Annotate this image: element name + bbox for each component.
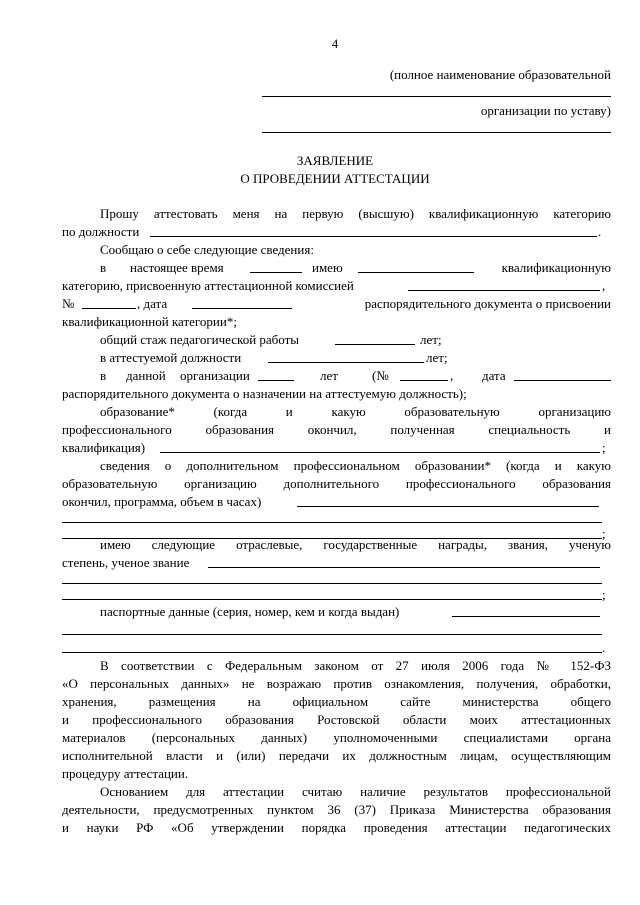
education-end: ; [602,440,606,455]
category-date-label: , дата [137,296,168,311]
passport-label: паспортные данные (серия, номер, кем и когда выдан) [100,604,400,619]
category-text: имею [312,260,343,275]
additional-education-field-1[interactable] [297,506,599,507]
additional-education-text: сведения о дополнительном профессиональном образовании* (когда и какую [100,458,611,473]
education-field[interactable] [160,452,600,453]
current-category-field[interactable] [358,272,474,273]
org-name-line-1[interactable] [262,96,611,97]
consent-text: В соответствии с Федеральным законом от 27 июля 2006 года № 152-ФЗ [100,658,611,673]
awards-field-1[interactable] [208,567,600,568]
consent-text: хранения, размещения на официальном сайте министерства общего [62,694,611,709]
awards-text: имею следующие отраслевые, государственные награды, звания, ученую [100,537,611,552]
awards-degree-label: степень, ученое звание [62,555,190,570]
header-org-name-caption: (полное наименование образовательной [389,67,611,82]
document-subtitle: О ПРОВЕДЕНИИ АТТЕСТАЦИИ [240,171,430,186]
consent-text: исполнительной власти и (или) передачи их должностным лицам, осуществляющим [62,748,611,763]
additional-education-program-label: окончил, программа, объем в часах) [62,494,262,509]
experience-position-label: в аттестуемой должности [100,350,242,365]
org-text: организации [180,368,250,383]
consent-text: материалов (персональных данных) уполномоченными специалистами органа [62,730,611,745]
experience-total-unit: лет; [420,332,442,347]
passport-field-3[interactable] [62,652,602,653]
basis-text: Основанием для аттестации считаю наличие результатов профессиональной [100,784,611,799]
passport-field-1[interactable] [452,616,600,617]
education-text: образование* (когда и какую образовательную организацию [100,404,611,419]
org-years-field[interactable] [258,380,294,381]
consent-text: и профессионального образования Ростовской области моих аттестационных [62,712,611,727]
info-intro: Сообщаю о себе следующие сведения: [100,242,314,257]
org-date-label: дата [482,368,506,383]
category-commission-text: категорию, присвоенную аттестационной комиссией [62,278,354,293]
category-end-text: квалификационной категории*; [62,314,237,329]
awards-end: ; [602,587,606,602]
category-doc-number-field[interactable] [82,308,136,309]
current-time-field[interactable] [250,272,302,273]
page-number: 4 [331,36,339,51]
education-text: профессионального образования окончил, полученная специальность и [62,422,611,437]
org-years-unit: лет [320,368,338,383]
org-doc-number-field[interactable] [400,380,448,381]
consent-text: процедуру аттестации. [62,766,189,781]
experience-total-label: общий стаж педагогической работы [100,332,300,347]
document-title: ЗАЯВЛЕНИЕ [296,153,374,168]
category-doc-date-field[interactable] [192,308,292,309]
category-number-label: № [62,296,75,311]
basis-text: и науки РФ «Об утверждении порядка проведения аттестации педагогических [62,820,611,835]
additional-education-text: образовательную организацию дополнительного профессионального образования [62,476,611,491]
category-doc-text: распорядительного документа о присвоении [364,296,611,311]
position-field[interactable] [150,236,597,237]
experience-total-field[interactable] [335,344,415,345]
passport-field-2[interactable] [62,634,602,635]
category-commission-end: , [602,278,606,293]
org-text: данной [126,368,166,383]
category-text: настоящее время [130,260,224,275]
basis-text: деятельности, предусмотренных пунктом 36 (37) Приказа Министерства образования [62,802,611,817]
header-org-charter-caption: организации по уставу) [480,103,611,118]
additional-education-end: ; [602,526,606,541]
consent-text: «О персональных данных» не возражаю против ознакомления, получения, обработки, [62,676,611,691]
org-text: в [100,368,107,383]
awards-field-2[interactable] [62,583,602,584]
org-name-line-2[interactable] [262,132,611,133]
org-comma: , [450,368,454,383]
request-text: Прошу аттестовать меня на первую (высшую) квалификационную категорию [100,206,611,221]
education-qualification-label: квалификация) [62,440,146,455]
experience-position-field[interactable] [268,362,424,363]
request-position-end: . [598,224,602,239]
category-text: в [100,260,107,275]
awards-field-3[interactable] [62,599,602,600]
org-doc-date-field[interactable] [514,380,611,381]
additional-education-field-2[interactable] [62,522,602,523]
category-text: квалификационную [501,260,611,275]
request-position-label: по должности [62,224,140,239]
org-doc-text: распорядительного документа о назначении на аттестуемую должность); [62,386,467,401]
commission-field[interactable] [408,290,600,291]
experience-position-unit: лет; [426,350,448,365]
passport-end: . [602,640,606,655]
org-number-label: (№ [372,368,389,383]
